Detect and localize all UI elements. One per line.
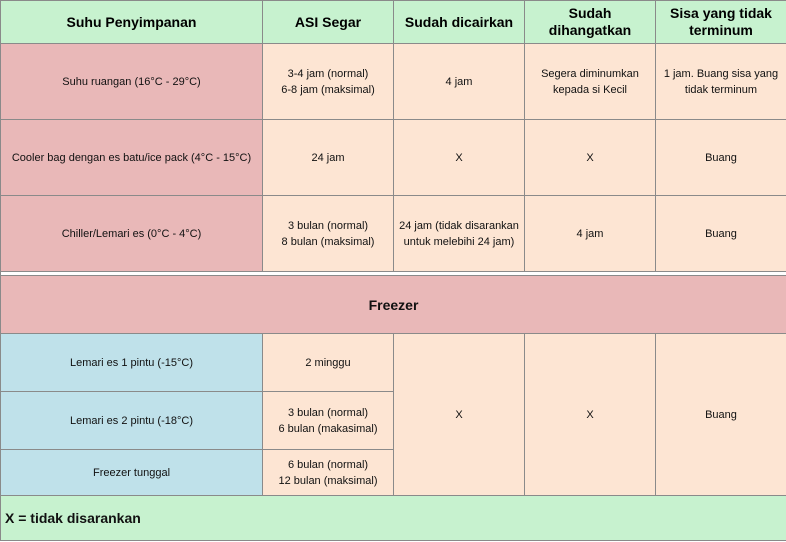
sisa-value: Buang [656,196,786,272]
freezer-header-row [1,276,786,334]
freezer-dihangatkan-value: X [525,334,656,496]
table-row [1,334,786,392]
sisa-value: 1 jam. Buang sisa yang tidak terminum [656,44,786,120]
header-sudah-dicairkan: Sudah dicairkan [394,1,525,44]
dicairkan-value: X [394,120,525,196]
asi-segar-value: 3 bulan (normal) 6 bulan (makasimal) [263,392,394,450]
storage-condition: Cooler bag dengan es batu/ice pack (4°C - 15°C) [1,120,263,196]
freezer-dicairkan-value: X [394,334,525,496]
table-row [1,120,786,196]
table-row [1,44,786,120]
header-asi-segar: ASI Segar [263,1,394,44]
freezer-title: Freezer [1,276,786,334]
header-suhu-penyimpanan: Suhu Penyimpanan [1,1,263,44]
storage-condition: Suhu ruangan (16°C - 29°C) [1,44,263,120]
header-sudah-dihangatkan: Sudah dihangatkan [525,1,656,44]
asi-segar-value: 6 bulan (normal) 12 bulan (maksimal) [263,450,394,496]
asi-segar-value: 3 bulan (normal) 8 bulan (maksimal) [263,196,394,272]
header-sisa-tidak-terminum: Sisa yang tidak terminum [656,1,786,44]
freezer-sisa-value: Buang [656,334,786,496]
storage-condition: Freezer tunggal [1,450,263,496]
dihangatkan-value: X [525,120,656,196]
legend-row [1,496,786,541]
dicairkan-value: 24 jam (tidak disarankan untuk melebihi 24 jam) [394,196,525,272]
storage-condition: Chiller/Lemari es (0°C - 4°C) [1,196,263,272]
header-row [1,1,786,44]
sisa-value: Buang [656,120,786,196]
table-row [1,196,786,272]
storage-condition: Lemari es 2 pintu (-18°C) [1,392,263,450]
dihangatkan-value: 4 jam [525,196,656,272]
asi-segar-value: 3-4 jam (normal) 6-8 jam (maksimal) [263,44,394,120]
dicairkan-value: 4 jam [394,44,525,120]
storage-condition: Lemari es 1 pintu (-15°C) [1,334,263,392]
dihangatkan-value: Segera diminumkan kepada si Kecil [525,44,656,120]
asi-segar-value: 2 minggu [263,334,394,392]
asi-segar-value: 24 jam [263,120,394,196]
legend-text: X = tidak disarankan [1,496,786,541]
